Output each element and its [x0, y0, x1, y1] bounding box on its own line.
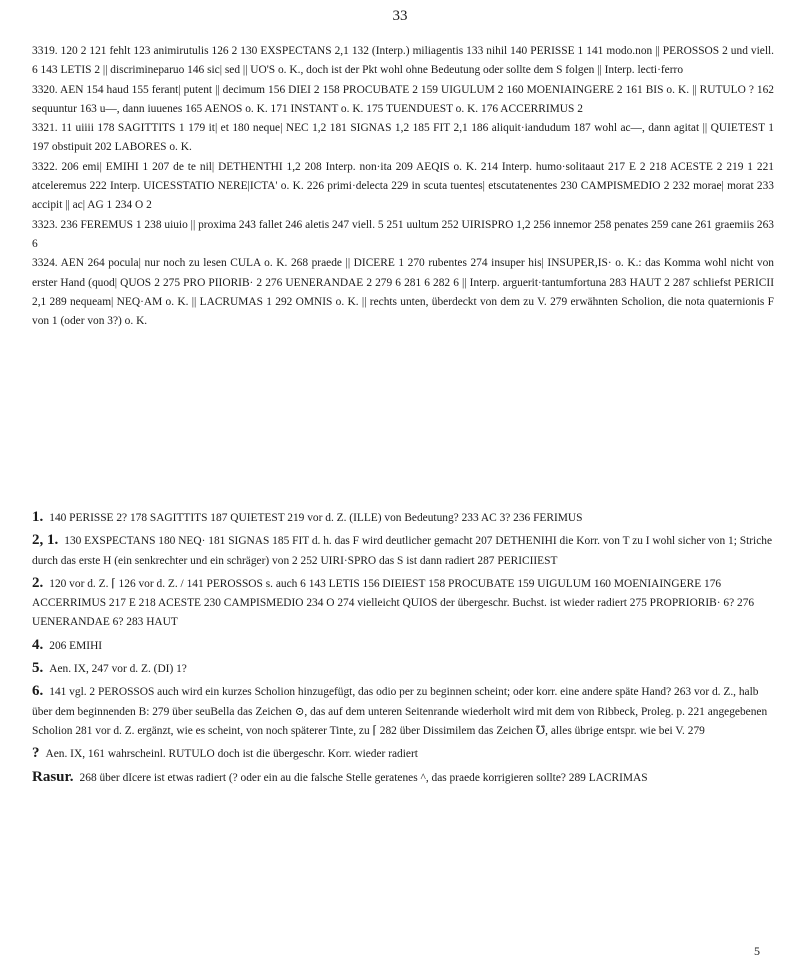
hand-note-text: Aen. IX, 247 vor d. Z. (DI) 1? [49, 663, 187, 676]
hand-note-number: 5. [32, 660, 44, 677]
hand-notes-section [32, 508, 774, 791]
hand-note-number: ? [32, 745, 40, 762]
hand-note-text: 120 vor d. Z. ⌈ 126 vor d. Z. / 141 PEROSSOS s. auch 6 143 LETIS 156 DIEIEST 158 PROCUBATE 159 UIGULUM 160 MOENIAINGERE 176 ACCERRIMUS 217 E 218 ACESTE 230 CAMPISMEDIO 234 O 274 vielleicht QUIOS der übergeschr. Buchst. ist wieder radiert 275 PROPRIORIB· 6? 276 UENERANDAE 6? 283 HAUT [32, 577, 755, 629]
hand-note [32, 659, 774, 679]
hand-note [32, 531, 774, 571]
page-number: 33 [392, 8, 408, 24]
collation-paragraph: 3323. 236 FEREMUS 1 238 uiuio || proxima 243 fallet 246 aletis 247 viell. 5 251 uultum 252 UIRISPRO 1,2 256 innemor 258 penates 259 cane 261 graemiis 263 6 [32, 218, 774, 250]
collation-paragraph: 3320. AEN 154 haud 155 ferant| putent || decimum 156 DIEI 2 158 PROCUBATE 2 159 UIGULUM 2 160 MOENIAINGERE 2 161 BIS o. K. || RUTULO ? 162 sequuntur 163 u—, dann iuuenes 165 AENOS o. K. 171 INSTANT o. K. 175 TUENDUEST o. K. 176 ACCERRIMUS 2 [32, 83, 774, 115]
signature-mark: 5 [754, 944, 760, 958]
hand-note-text: 268 über dIcere ist etwas radiert (? oder ein au die falsche Stelle geratenes ^, das praede korrigieren sollte? 289 LACRIMAS [79, 771, 648, 784]
hand-note-number: 2, 1. [32, 532, 59, 549]
hand-note-text: 141 vgl. 2 PEROSSOS auch wird ein kurzes Scholion hinzugefügt, das odio per zu beginnen scheint; oder korr. eine andere späte Hand? 263 vor d. Z., halb über dem beginnenden B: 279 über seuBella das Zeichen ⊙, das auf dem unteren Seitenrande wiederholt wird mit dem von Ribbeck, Proleg. p. 221 angegebenen Scholion 281 vor d. Z. ergänzt, wie es scheint, von noch späterer Tinte, zu ⌈ 282 über Dissimilem das Zeichen ℧, alles übrige entspr. wie bei V. 279 [32, 686, 768, 737]
hand-note-text: 206 EMIHI [49, 639, 103, 652]
collation-paragraph: 3324. AEN 264 pocula| nur noch zu lesen CULA o. K. 268 praede || DICERE 1 270 rubentes 274 insuper his| INSUPER,IS· o. K.: das Komma wohl nicht von erster Hand (quod| QUOS 2 275 PRO PIIORIB· 2 276 UENERANDAE 2 279 6 281 6 282 6 || Interp. arguerit·tantumfortuna 283 HAUT 2 287 schliefst PERICII 2,1 289 nequeam| NEQ·AM o. K. || LACRUMAS 1 292 OMNIS o. K. || rechts unten, überdeckt von dem zu V. 279 erwähnten Scholion, die nota quaternionis F von 1 (oder von 3?) o. K. [32, 257, 774, 328]
collation-section [32, 42, 774, 331]
hand-note-text: Aen. IX, 161 wahrscheinl. RUTULO doch ist die übergeschr. Korr. wieder radiert [45, 748, 418, 761]
hand-note-number: Rasur. [32, 768, 74, 785]
collation-paragraph: 3322. 206 emi| EMIHI 1 207 de te nil| DETHENTHI 1,2 208 Interp. non·ita 209 AEQIS o. K. 214 Interp. humo·solitaaut 217 E 2 218 ACESTE 2 219 1 221 atceleremus 222 Interp. UICESSTATIO NERE|ICTA' o. K. 226 primi·delecta 229 in scuta tuentes| etscutatenentes 230 CAMPISMEDIO 2 232 morae| morat 233 accipit || ac| AG 1 234 O 2 [32, 160, 774, 212]
hand-note [32, 574, 774, 633]
hand-note [32, 682, 774, 741]
hand-note-number: 4. [32, 636, 44, 653]
hand-note-number: 6. [32, 683, 44, 700]
hand-note-text: 140 PERISSE 2? 178 SAGITTITS 187 QUIETEST 219 vor d. Z. (ILLE) von Bedeutung? 233 AC 3? 236 FERIMUS [49, 512, 583, 524]
hand-note [32, 508, 774, 528]
collation-paragraph: 3319. 120 2 121 fehlt 123 animirutulis 126 2 130 EXSPECTANS 2,1 132 (Interp.) miliagentis 133 nihil 140 PERISSE 1 141 modo.non || PEROSSOS 2 und viell. 6 143 LETIS 2 || discrimineparuo 146 sic| sed || UO'S o. K., doch ist der Pkt wohl ohne Bedeutung oder sollte dem S folgen || Interp. lecti·ferro [32, 45, 774, 77]
hand-note-number: 2. [32, 574, 44, 591]
hand-note [32, 636, 774, 656]
hand-note-text: 130 EXSPECTANS 180 NEQ· 181 SIGNAS 185 FIT d. h. das F wird deutlicher gemacht 207 DETHENIHI die Korr. von T zu I wohl sicher von 1; Striche durch das erste H (ein senkrechter und ein schräger) von 2 252 UIRI·SPRO das S ist dann radiert 287 PERICIIEST [32, 535, 773, 567]
collation-paragraph: 3321. 11 uiiii 178 SAGITTITS 1 179 it| et 180 neque| NEC 1,2 181 SIGNAS 1,2 185 FIT 2,1 186 aliquit·iandudum 187 wohl ac—, dann agitat || QUIETEST 1 197 obstipuit 202 LABORES o. K. [32, 122, 774, 154]
hand-note [32, 744, 774, 764]
hand-note-number: 1. [32, 509, 44, 525]
hand-note [32, 768, 774, 788]
